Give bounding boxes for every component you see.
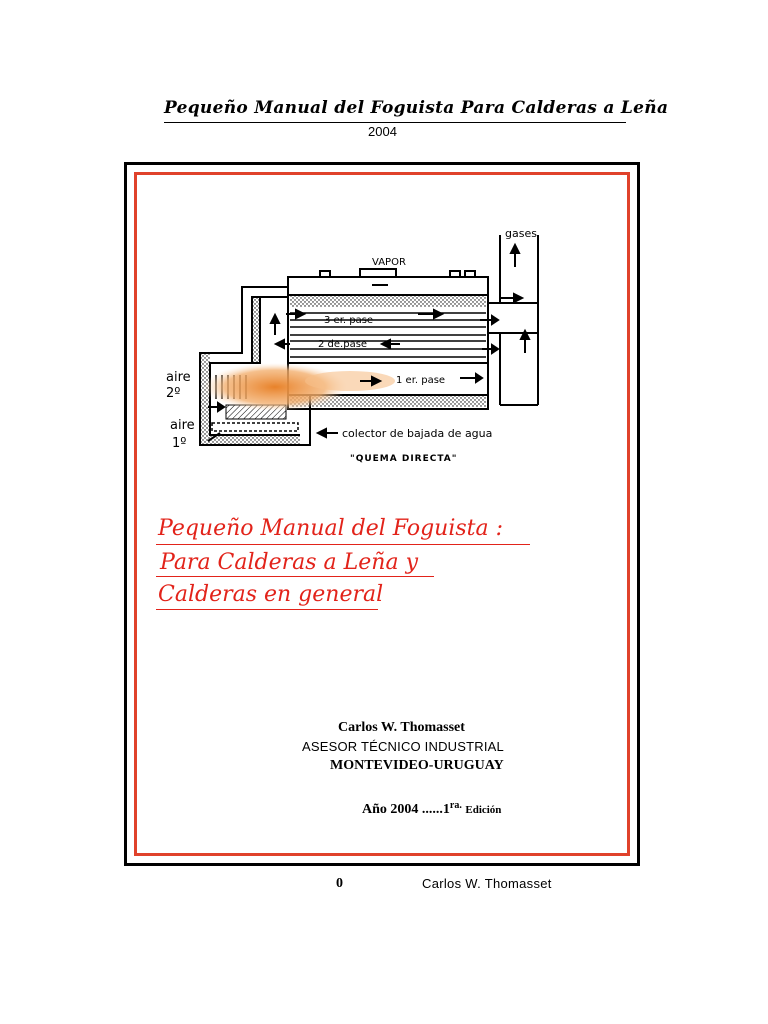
edition-tail: Edición: [465, 804, 502, 816]
header-rule: [164, 122, 626, 123]
label-air1: aire: [170, 418, 195, 433]
label-pass3: 3 er. pase: [324, 315, 374, 326]
diagram-caption: "QUEMA DIRECTA": [350, 454, 458, 464]
cover-title-line-2: Para Calderas a Leña y: [160, 550, 419, 575]
label-air2: aire: [166, 370, 191, 385]
footer-author: Carlos W. Thomasset: [422, 876, 552, 891]
label-vapor: VAPOR: [372, 257, 406, 268]
cover-title-line-3: Calderas en general: [158, 582, 384, 607]
edition: [362, 800, 501, 818]
label-pass2: 2 de.pase: [318, 339, 368, 350]
label-air1-num: 1º: [172, 436, 187, 451]
edition-main: Año 2004 ......1: [362, 802, 450, 817]
boiler-diagram: [160, 225, 560, 470]
cover-rule-1: [156, 544, 530, 545]
author-city: MONTEVIDEO-URUGUAY: [330, 758, 504, 773]
author-role: ASESOR TÉCNICO INDUSTRIAL: [302, 739, 504, 754]
label-collector: colector de bajada de agua: [342, 427, 493, 440]
header-year: 2004: [368, 124, 397, 139]
edition-sup: ra.: [449, 800, 462, 811]
author-name: Carlos W. Thomasset: [338, 720, 465, 735]
water-band-top: [290, 295, 486, 307]
page-number: 0: [336, 876, 343, 891]
header-title: Pequeño Manual del Foguista Para Calderas a Leña: [164, 98, 669, 118]
chimney: [500, 235, 538, 405]
label-gases: gases: [505, 227, 537, 240]
cover-title-line-1: Pequeño Manual del Foguista :: [158, 516, 504, 541]
label-pass1: 1 er. pase: [396, 375, 446, 386]
cover-rule-2: [156, 576, 434, 577]
label-air2-num: 2º: [166, 386, 181, 401]
tube-lines: [290, 313, 486, 357]
cover-rule-3: [156, 609, 378, 610]
grate-bars: [212, 423, 298, 431]
